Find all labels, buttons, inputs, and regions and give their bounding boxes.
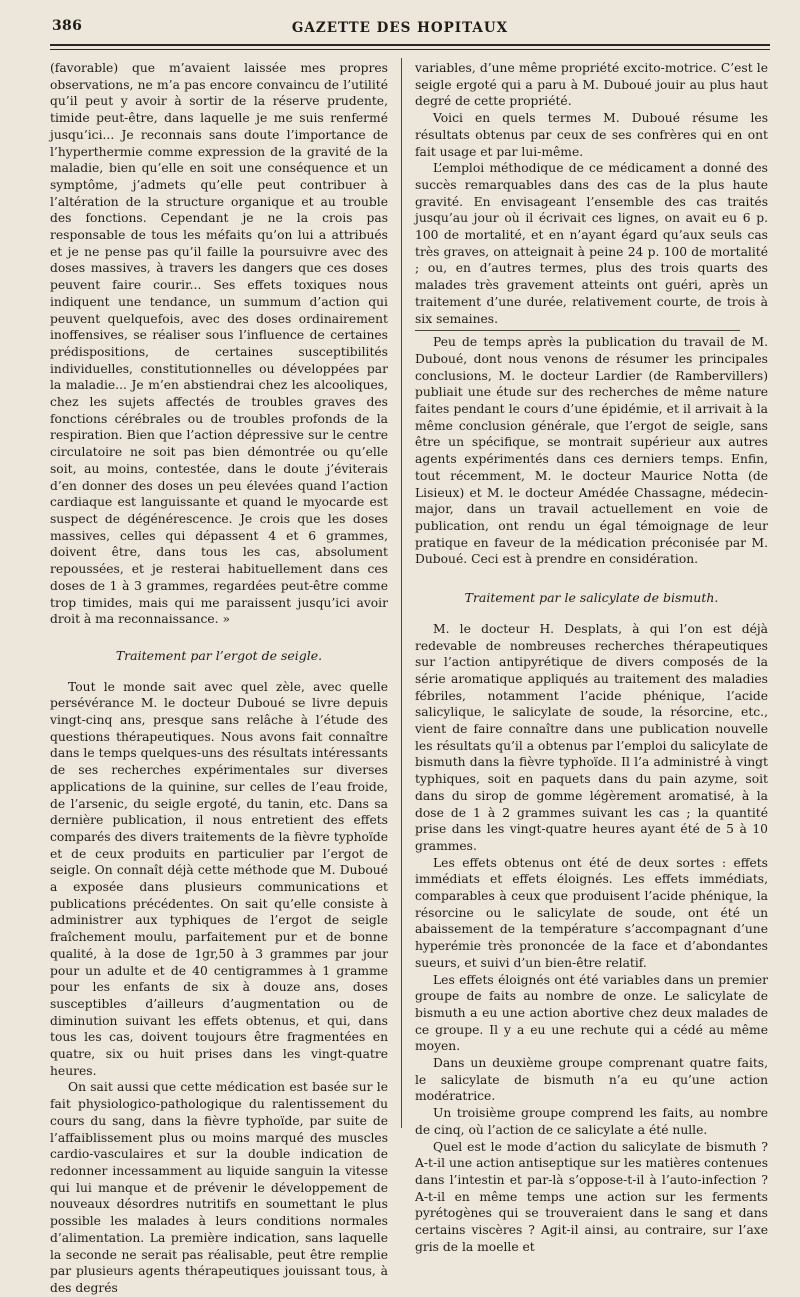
paragraph: Les effets obtenus ont été de deux sortes : effets immédiats et effets éloignés. Les effets immédiats, comparables à ceux que produisent l’acide phénique, la résorcine ou le salicylate de soude, ont été un abaissement de la température s’accompagnant d’une hyperémie très prononcée de la face et d’abondantes sueurs, et suivi d’un bien-être relatif.: [415, 855, 768, 970]
paragraph: Un troisième groupe comprend les faits, au nombre de cinq, où l’action de ce salicylate a été nulle.: [415, 1106, 768, 1137]
section-title: Traitement par le salicylate de bismuth.: [464, 590, 719, 606]
left-column: [50, 60, 388, 1297]
running-title: GAZETTE DES HOPITAUX: [291, 20, 509, 36]
column-divider: [401, 58, 402, 1128]
paragraph: L’emploi méthodique de ce médicament a donné des succès remarquables dans des cas de la plus haute gravité. En envisageant l’ensemble des cas traités jusqu’au jour où il écrivait ces lignes, on avait eu 6 p. 100 de mortalité, et en n’ayant égard qu’aux seuls cas très graves, on atteignait à peine 24 p. 100 de mortalité ; ou, en d’autres termes, plus des trois quarts des malades très gravement atteints ont guéri, après un traitement d’une durée, relativement courte, de trois à six semaines.: [415, 161, 768, 326]
paragraph: Peu de temps après la publication du travail de M. Duboué, dont nous venons de résumer les principales conclusions, M. le docteur Lardier (de Rambervillers) publiait une étude sur des recherches de même nature faites pendant le cours d’une épidémie, et il arrivait à la même conclusion générale, que l’ergot de seigle, sans être un spécifique, se montrait supérieur aux autres agents expérimentés dans ces derniers temps. Enfin, tout récemment, M. le docteur Maurice Notta (de Lisieux) et M. le docteur Amédée Chassagne, médecin-major, dans un travail actuellement en voie de publication, ont rendu un égal témoignage de leur pratique en faveur de la médication préconisée par M. Duboué. Ceci est à prendre en considération.: [415, 335, 768, 567]
paragraph: (favorable) que m’avaient laissée mes propres observations, ne m’a pas encore convaincu de l’utilité qu’il peut y avoir à sortir de la réserve prudente, timide peut-être, dans laquelle je me suis renfermé jusqu’ici... Je reconnais sans doute l’importance de l’hyperthermie comme expression de la gravité de la maladie, bien qu’elle en soit une conséquence et un symptôme, j’admets qu’elle peut contribuer à l’altération de la structure organique et au trouble des fonctions. Cependant je ne la crois pas responsable de tous les méfaits qu’on lui a attribués et je ne pense pas qu’il faille la poursuivre avec des doses massives, à travers les dangers que ces doses peuvent faire courir... Ses effets toxiques nous indiquent une tendance, un summum d’action qui peuvent quelquefois, avec des doses ordinairement inoffensives, se réaliser sous l’influence de certaines prédispositions, de certaines susceptibilités individuelles, constitutionnelles ou développées par la maladie... Je m’en abstiendrai chez les alcooliques, chez les sujets affectés de troubles graves des fonctions cérébrales ou de troubles profonds de la respiration. Bien que l’action dépressive sur le centre circulatoire ne soit pas bien démontrée ou qu’elle soit, au moins, contestée, dans le doute j’éviterais d’en donner des doses un peu élevées quand l’action cardiaque est languissante et quand le myocarde est suspect de dégénérescence. Je crois que les doses massives, celles qui dépassent 4 et 6 grammes, doivent être, dans tous les cas, absolument repoussées, et je resterai habituellement dans ces doses de 1 à 3 grammes, regardées peut-être comme trop timides, mais qui me paraissent jusqu’ici avoir droit à ma reconnaissance. »: [50, 61, 388, 627]
paragraph: On sait aussi que cette médication est basée sur le fait physiologico-pathologique du ralentissement du cours du sang, dans la fièvre typhoïde, par suite de l’affaiblissement plus ou moins marqué des muscles cardio-vasculaires et sur la double indication de redonner incessamment au liquide sanguin la vitesse qui lui manque et de prévenir le développement de nouveaux désordres nutritifs en soumettant le plus possible les malades à leurs conditions normales d’alimentation. La première indication, sans laquelle la seconde ne serait pas réalisable, peut être remplie par plusieurs agents thérapeutiques jouissant tous, à des degrés: [50, 1080, 388, 1295]
paragraph: Quel est le mode d’action du salicylate de bismuth ? A-t-il une action antiseptique sur les matières contenues dans l’intestin et par-là s’oppose-t-il à l’auto-infection ? A-t-il en même temps une action sur les ferments pyrétogènes qui se trouveraient dans le sang et dans certains viscères ? Agit-il ainsi, au contraire, sur l’axe gris de la moelle et: [415, 1139, 768, 1254]
paragraph: M. le docteur H. Desplats, à qui l’on est déjà redevable de nombreuses recherches thérapeutiques sur l’action antipyrétique de divers composés de la série aromatique appliqués au traitement des maladies fébriles, notamment l’acide phénique, l’acide salicylique, le salicylate de soude, la résorcine, etc., vient de faire connaître dans une publication nouvelle les résultats qu’il a obtenus par l’emploi du salicylate de bismuth dans la fièvre typhoïde. Il l’a administré à vingt typhiques, soit en paquets dans du pain azyme, soit dans du sirop de gomme légèrement aromatisé, à la dose de 1 à 2 grammes suivant les cas ; la quantité prise dans les vingt-quatre heures ayant été de 5 à 10 grammes.: [415, 621, 768, 853]
header-rule-thick: [50, 44, 770, 46]
paragraph: Dans un deuxième groupe comprenant quatre faits, le salicylate de bismuth n’a eu qu’une action modératrice.: [415, 1056, 768, 1104]
header-rule-thin: [50, 49, 770, 50]
page-number: 386: [52, 18, 83, 34]
paragraph: Tout le monde sait avec quel zèle, avec quelle persévérance M. le docteur Duboué se livre depuis vingt-cinq ans, presque sans relâche à l’étude des questions thérapeutiques. Nous avons fait connaître dans le temps quelques-uns des résultats intéressants de ses recherches expérimentales sur diverses applications de la quinine, sur celles de l’eau froide, de l’arsenic, du seigle ergoté, du tanin, etc. Dans sa dernière publication, il nous entretient des effets comparés des divers traitements de la fièvre typhoïde et de ceux produits en particulier par l’ergot de seigle. On connaît déjà cette méthode que M. Duboué a exposée dans plusieurs communications et publications précédentes. On sait qu’elle consiste à administrer aux typhiques de l’ergot de seigle fraîchement moulu, parfaitement pur et de bonne qualité, à la dose de 1gr,50 à 3 grammes par jour pour un adulte et de 40 centigrammes à 1 gramme pour les enfants de six à douze ans, doses susceptibles d’ailleurs d’augmentation ou de diminution suivant les effets obtenus, et qui, dans tous les cas, doivent toujours être fragmentées en quatre, six ou huit prises dans les vingt-quatre heures.: [50, 679, 388, 1078]
right-column: [415, 60, 768, 1256]
section-divider-rule: [415, 330, 740, 331]
paragraph: Voici en quels termes M. Duboué résume les résultats obtenus par ceux de ses confrères qui en ont fait usage et par lui-même.: [415, 111, 768, 159]
paragraph: Les effets éloignés ont été variables dans un premier groupe de faits au nombre de onze. Le salicylate de bismuth a eu une action abortive chez deux malades de ce groupe. Il y a eu une rechute qui a cédé au même moyen.: [415, 972, 768, 1054]
section-title: Traitement par l’ergot de seigle.: [115, 647, 323, 663]
paragraph: variables, d’une même propriété excito-motrice. C’est le seigle ergoté qui a paru à M. Duboué jouir au plus haut degré de cette propriété.: [415, 61, 768, 109]
